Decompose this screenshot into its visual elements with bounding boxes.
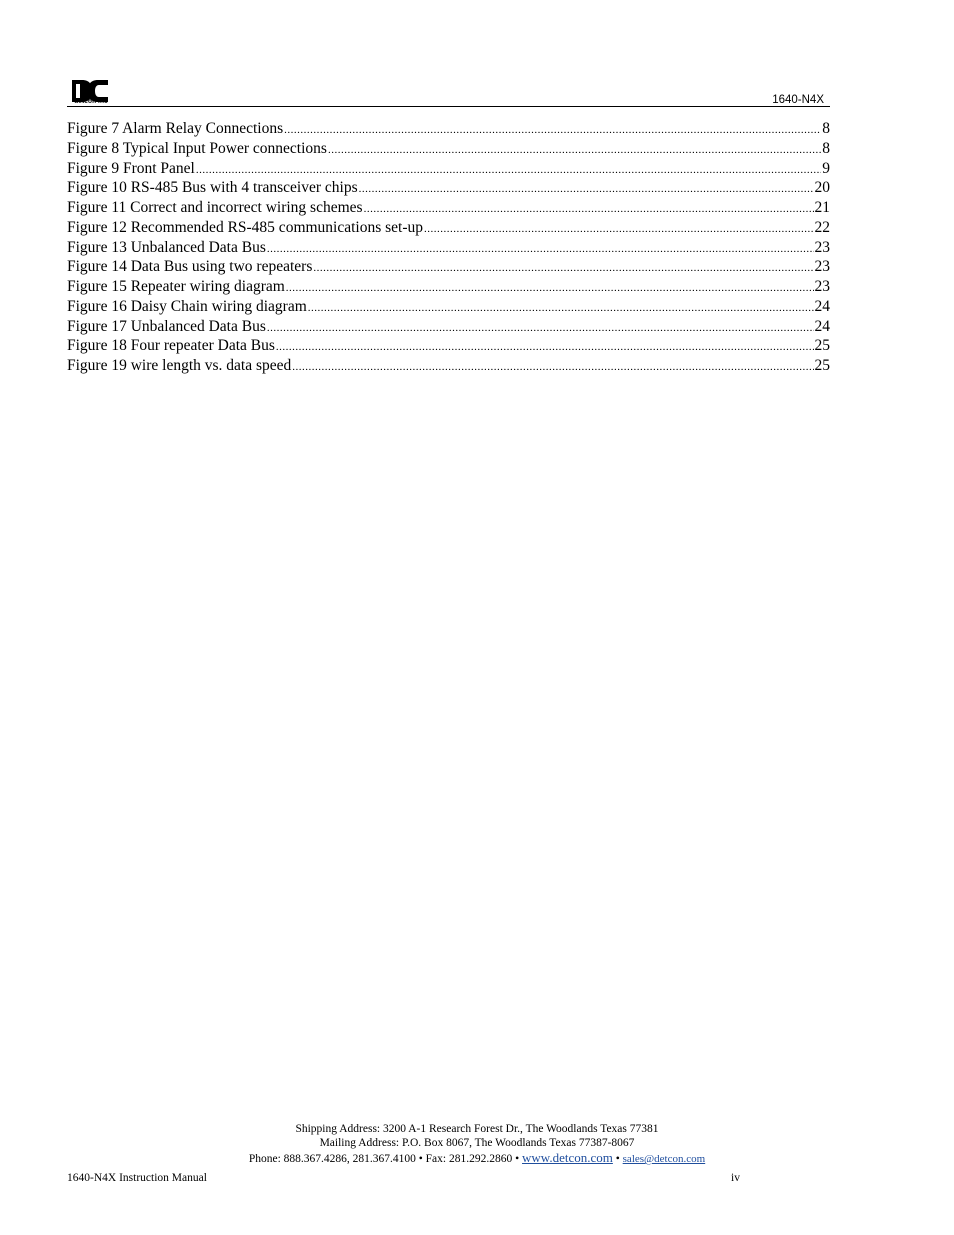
separator: • (615, 1153, 620, 1165)
toc-entry-title: Figure 7 Alarm Relay Connections (67, 120, 284, 137)
toc-entry[interactable] (67, 119, 830, 139)
toc-entry[interactable] (67, 159, 830, 179)
toc-leader (276, 338, 814, 358)
toc-leader (359, 180, 814, 200)
toc-entry[interactable] (67, 336, 830, 356)
toc-leader (313, 259, 813, 279)
toc-entry-title: Figure 8 Typical Input Power connections (67, 139, 327, 157)
toc-entry-page: 21 (814, 199, 830, 216)
phone-fax: Phone: 888.367.4286, 281.367.4100 • Fax: 281.292.2860 • (248, 1153, 520, 1165)
toc-entry[interactable] (67, 198, 830, 218)
toc-entry[interactable] (67, 317, 830, 337)
toc-entry-title: Figure 18 Four repeater Data Bus (67, 337, 275, 355)
toc-entry[interactable] (67, 356, 830, 376)
toc-entry[interactable] (67, 139, 830, 159)
toc-leader (308, 299, 814, 319)
contact-line (0, 1151, 954, 1166)
toc-entry-title: Figure 11 Correct and incorrect wiring schemes (67, 199, 363, 216)
toc-leader (286, 279, 814, 299)
toc-entry-title: Figure 16 Daisy Chain wiring diagram (67, 297, 307, 315)
shipping-address: Shipping Address: 3200 A-1 Research Forest Dr., The Woodlands Texas 77381 (295, 1123, 659, 1135)
toc-entry[interactable] (67, 277, 830, 297)
toc-entry-page: 23 (814, 238, 830, 256)
toc-entry-page: 8 (822, 139, 830, 157)
toc-entry[interactable] (67, 178, 830, 198)
toc-entry-page: 8 (822, 120, 830, 137)
toc-leader (328, 141, 821, 161)
page-number: iv (731, 1172, 740, 1184)
toc-entry-page: 25 (814, 357, 830, 374)
toc-entry-title: Figure 12 Recommended RS-485 communications set-up (67, 218, 424, 236)
email-link[interactable]: sales@detcon.com (622, 1153, 706, 1165)
toc-leader (284, 121, 821, 141)
toc-entry-title: Figure 13 Unbalanced Data Bus (67, 238, 266, 256)
toc-entry-title: Figure 17 Unbalanced Data Bus (67, 317, 266, 335)
toc-entry-page: 9 (822, 159, 830, 177)
toc-entry-page: 24 (814, 317, 830, 335)
toc-leader (424, 220, 813, 240)
table-of-figures (67, 119, 830, 376)
toc-entry-title: Figure 14 Data Bus using two repeaters (67, 258, 313, 276)
toc-leader (292, 358, 813, 378)
toc-entry-page: 25 (814, 337, 830, 355)
toc-leader (267, 240, 814, 260)
logo-text: detcon inc (74, 98, 108, 105)
page-header (67, 74, 830, 108)
toc-entry-page: 23 (814, 258, 830, 276)
document-name: 1640-N4X Instruction Manual (67, 1172, 207, 1184)
toc-leader (267, 319, 814, 339)
toc-entry-page: 23 (814, 278, 830, 295)
website-link[interactable]: www.detcon.com (522, 1150, 613, 1165)
toc-entry[interactable] (67, 257, 830, 277)
toc-leader (364, 200, 814, 220)
toc-entry[interactable] (67, 238, 830, 258)
toc-entry[interactable] (67, 297, 830, 317)
toc-entry-title: Figure 15 Repeater wiring diagram (67, 278, 285, 295)
mailing-address: Mailing Address: P.O. Box 8067, The Woodlands Texas 77387-8067 (319, 1137, 635, 1149)
toc-entry-title: Figure 9 Front Panel (67, 159, 195, 177)
toc-entry-title: Figure 10 RS-485 Bus with 4 transceiver chips (67, 179, 358, 197)
toc-entry[interactable] (67, 218, 830, 238)
header-model: 1640-N4X (772, 94, 824, 106)
toc-entry-page: 24 (814, 297, 830, 315)
toc-entry-title: Figure 19 wire length vs. data speed (67, 357, 292, 374)
toc-entry-page: 22 (814, 218, 830, 236)
toc-entry-page: 20 (814, 179, 830, 197)
header-rule (67, 106, 830, 107)
